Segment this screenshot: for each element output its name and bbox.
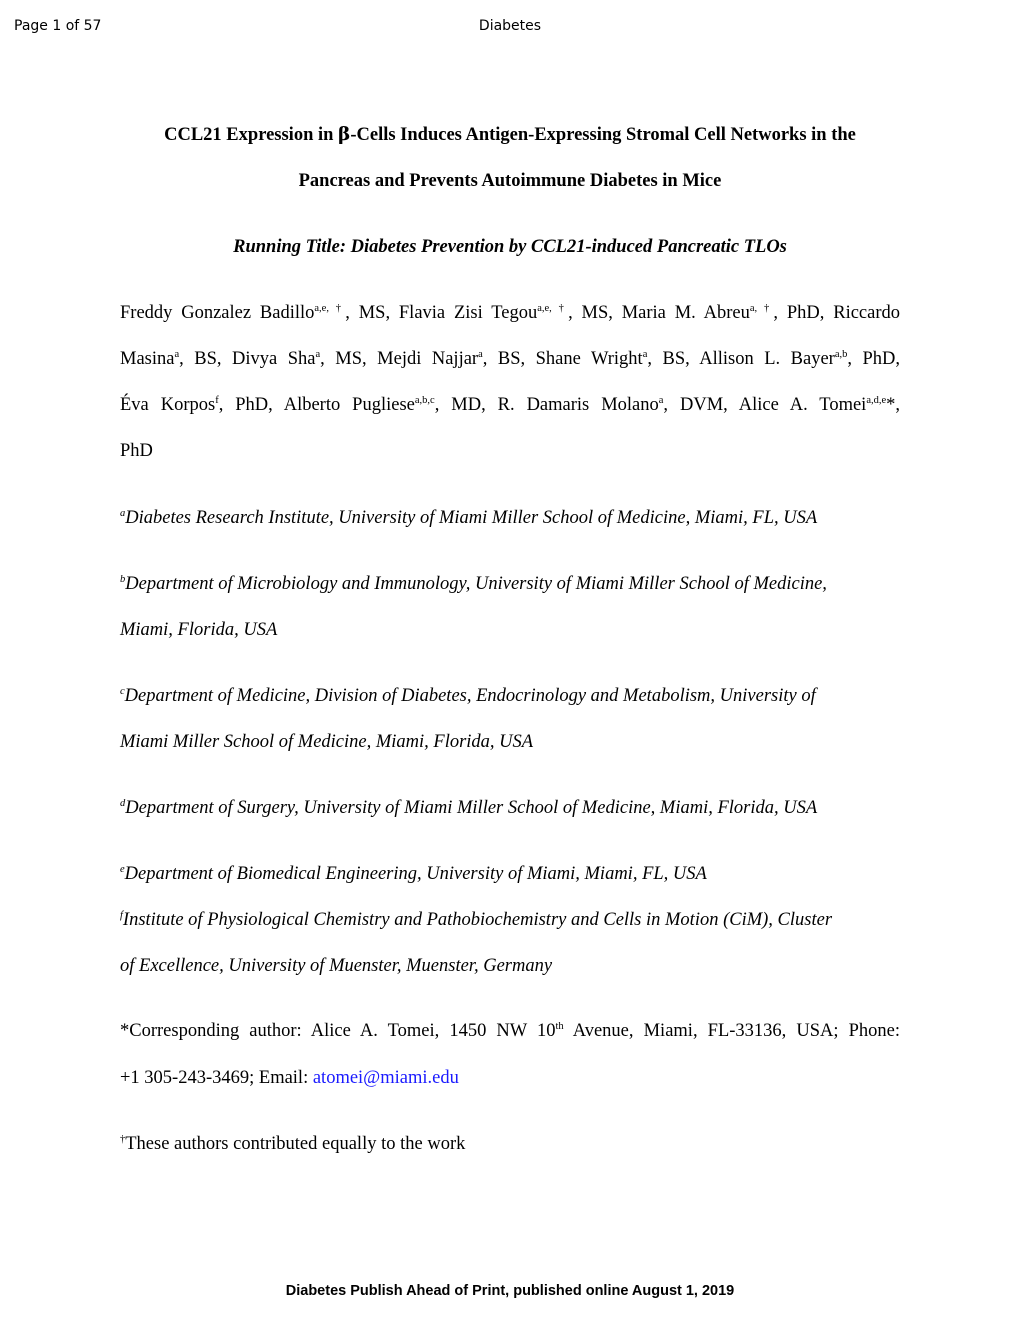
author-text: , BS, Allison L. Bayer <box>647 349 835 369</box>
corresponding-author-line-2 <box>120 1068 459 1089</box>
affiliation-mark: e <box>120 863 125 875</box>
author-affiliation-sup: a,b,c <box>414 394 435 406</box>
author-affiliation-sup: a,e, † <box>537 302 569 314</box>
author-text: , MS, Flavia Zisi Tegou <box>345 303 538 323</box>
author-text: Freddy Gonzalez Badillo <box>120 303 315 323</box>
affiliation-mark: f <box>120 909 123 921</box>
affiliation-f-line-2: of Excellence, University of Muenster, Muenster, Germany <box>120 956 553 976</box>
running-title: Running Title: Diabetes Prevention by CCL21-induced Pancreatic TLOs <box>233 237 787 257</box>
affiliation-e <box>120 864 707 885</box>
author-affiliation-sup: a <box>478 348 483 360</box>
affiliation-c-line-2: Miami Miller School of Medicine, Miami, Florida, USA <box>120 732 534 752</box>
title-beta-symbol: β <box>338 124 351 145</box>
affiliation-f <box>120 910 832 931</box>
corresponding-author-line-1 <box>120 1021 900 1042</box>
author-text: , MS, Mejdi Najjar <box>320 349 479 369</box>
author-text: , MD, R. Damaris Molano <box>434 395 659 415</box>
author-text: , PhD, Riccardo <box>773 303 900 323</box>
author-text: Éva Korpos <box>120 395 216 415</box>
equal-contribution-text: These authors contributed equally to the work <box>125 1134 466 1154</box>
affiliation-text: Department of Microbiology and Immunology, University of Miami Miller School of Medicine, <box>125 574 827 594</box>
paper-title-line-2: Pancreas and Prevents Autoimmune Diabetes in Mice <box>298 171 722 191</box>
author-line-4: PhD <box>120 441 153 461</box>
author-line-2 <box>120 349 900 370</box>
affiliation-c <box>120 686 816 707</box>
title-text-part: -Cells Induces Antigen-Expressing Stromal Cell Networks in the <box>350 125 856 145</box>
affiliation-text: Department of Surgery, University of Miami Miller School of Medicine, Miami, Florida, USA <box>125 798 818 818</box>
affiliation-text: Diabetes Research Institute, University of Miami Miller School of Medicine, Miami, FL, USA <box>125 508 818 528</box>
equal-contribution-note <box>120 1134 465 1155</box>
author-affiliation-sup: a,d,e <box>866 394 887 406</box>
ordinal-sup: th <box>555 1020 564 1032</box>
affiliation-mark: b <box>120 573 126 585</box>
affiliation-mark: c <box>120 685 125 697</box>
author-text: , BS, Divya Sha <box>179 349 316 369</box>
author-affiliation-sup: f <box>215 394 219 406</box>
dagger-mark: † <box>120 1133 126 1145</box>
journal-name: Diabetes <box>478 18 542 34</box>
author-affiliation-sup: a <box>174 348 180 360</box>
author-text: , PhD, <box>847 349 901 369</box>
author-text: , BS, Shane Wright <box>482 349 643 369</box>
page-number: Page 1 of 57 <box>14 18 102 34</box>
title-text-part: CCL21 Expression in <box>164 125 339 145</box>
affiliation-b <box>120 574 827 595</box>
corresponding-text: *Corresponding author: Alice A. Tomei, 1450 NW 10 <box>120 1021 556 1041</box>
author-affiliation-sup: a,e, † <box>314 302 346 314</box>
email-link[interactable]: atomei@miami.edu <box>312 1068 459 1088</box>
author-line-3 <box>120 395 900 416</box>
author-text: , DVM, Alice A. Tomei <box>663 395 867 415</box>
publish-ahead-footer: Diabetes Publish Ahead of Print, published online August 1, 2019 <box>285 1283 735 1299</box>
author-text: , PhD, Alberto Pugliese <box>218 395 415 415</box>
corresponding-text: Avenue, Miami, FL-33136, USA; Phone: <box>563 1021 900 1041</box>
affiliation-b-line-2: Miami, Florida, USA <box>120 620 278 640</box>
author-affiliation-sup: a <box>315 348 321 360</box>
affiliation-mark: a <box>120 507 126 519</box>
author-affiliation-sup: a <box>658 394 664 406</box>
affiliation-text: Department of Medicine, Division of Diabetes, Endocrinology and Metabolism, University of <box>124 686 816 706</box>
author-affiliation-sup: a,b <box>834 348 848 360</box>
author-text: , MS, Maria M. Abreu <box>568 303 750 323</box>
affiliation-d <box>120 798 817 819</box>
paper-title-line-1 <box>0 124 1020 146</box>
author-line-1 <box>120 303 900 324</box>
author-affiliation-sup: a, † <box>749 302 774 314</box>
affiliation-mark: d <box>120 797 126 809</box>
affiliation-a <box>120 508 817 529</box>
affiliation-text: Department of Biomedical Engineering, University of Miami, Miami, FL, USA <box>124 864 707 884</box>
author-affiliation-sup: a <box>642 348 648 360</box>
corresponding-text: +1 305-243-3469; Email: <box>120 1068 313 1088</box>
author-text: *, <box>886 395 901 415</box>
author-text: Masina <box>120 349 175 369</box>
affiliation-text: Institute of Physiological Chemistry and Pathobiochemistry and Cells in Motion (CiM), Cluster <box>122 910 833 930</box>
